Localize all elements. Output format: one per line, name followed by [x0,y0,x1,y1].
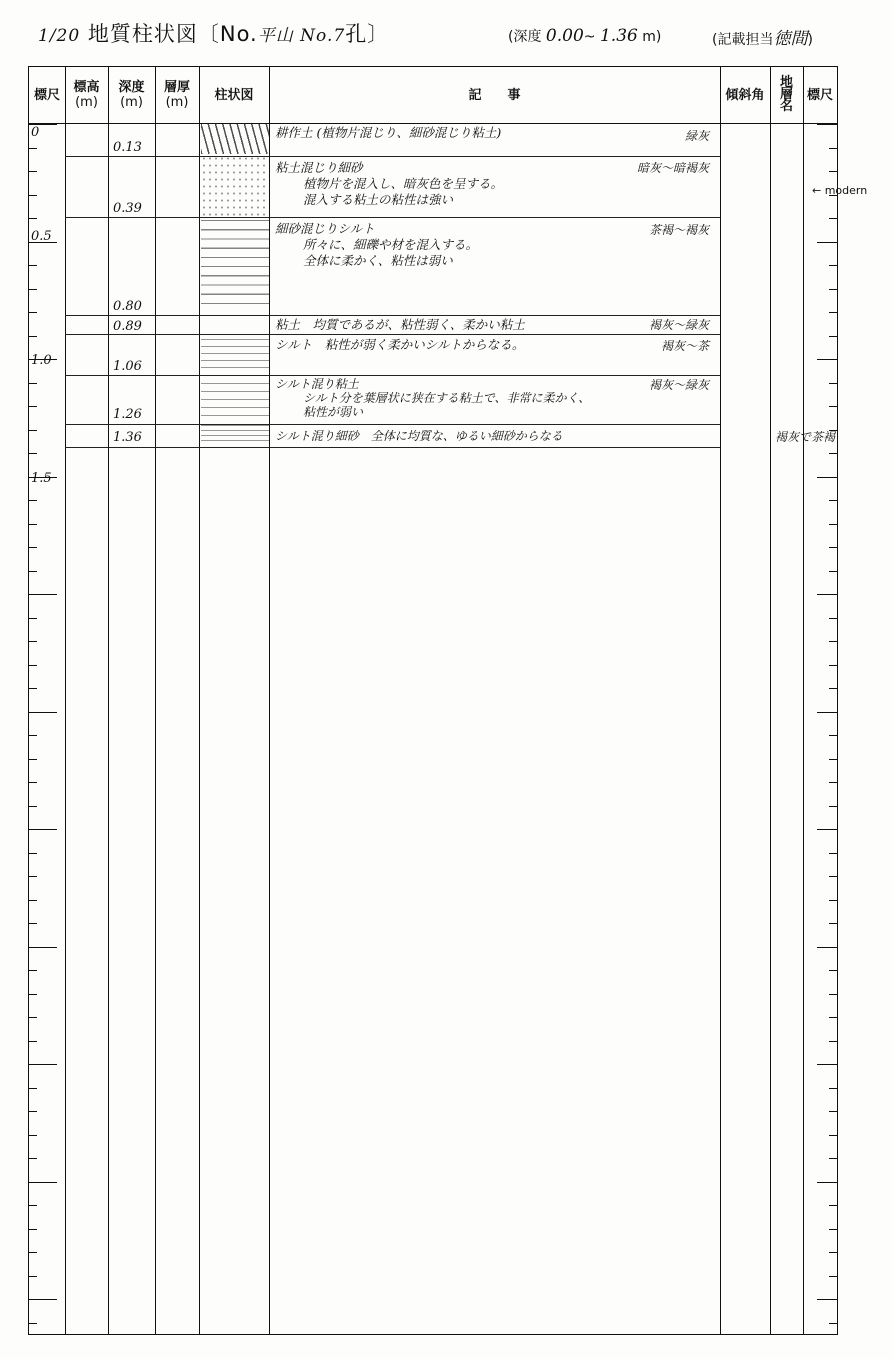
layer-depth: 1.36 [113,430,142,445]
scale-tick [29,688,37,689]
document-title [38,18,389,48]
scale-tick-right [829,782,837,783]
col-divider [770,67,771,1334]
scale-tick-right [829,1041,837,1042]
col-divider [269,67,270,1334]
scale-tick [29,1135,37,1136]
scale-tick-right [817,594,837,595]
scale-tick-right [817,477,837,478]
scale-tick [29,1299,57,1300]
modern-annotation: ← modern [812,184,868,197]
header-column: 柱状図 [214,87,254,103]
scale-tick-right [829,265,837,266]
scale-tick-right [829,688,837,689]
scale-tick [29,853,37,854]
scale-tick [29,1088,37,1089]
scale-tick [29,1064,57,1065]
header-scale: 標尺 [33,87,60,103]
scale-tick-right [829,195,837,196]
scale-label: 1.5 [31,471,52,486]
scale-tick-right [829,759,837,760]
scale-label: 0.5 [31,229,52,244]
scale-tick [29,712,57,713]
scale-tick-right [829,148,837,149]
scale-tick [29,994,37,995]
scale-tick [29,359,57,360]
scale-tick-right [829,312,837,313]
scale-tick-right [817,1064,837,1065]
scale-label: 0 [31,125,40,140]
scale-tick [29,265,37,266]
scale-tick [29,430,37,431]
scale-tick-right [829,218,837,219]
col-divider [108,67,109,1334]
scale-tick [29,876,37,877]
scale-tick-right [829,1229,837,1230]
depth-label: (深度 [508,29,542,45]
depth-range [508,26,661,46]
layer-depth: 0.39 [113,201,142,216]
scale-tick [29,618,37,619]
scale-tick [29,1017,37,1018]
col-divider [803,67,804,1334]
header-thickness: 層厚 (m) [163,80,190,110]
scale-tick [29,1276,37,1277]
scale-tick [29,242,57,243]
scale-tick-right [829,876,837,877]
layer-boundary [65,375,720,376]
scale-tick-right [829,453,837,454]
pattern-silty-sand [201,425,269,445]
scale-tick [29,641,37,642]
scale-ratio: 1/20 [38,26,81,46]
pattern-silty-clay [201,375,269,423]
scale-tick [29,947,57,948]
layer-description: シルト 粘性が弱く柔かいシルトからなる。 [275,337,525,352]
scale-tick [29,195,37,196]
scale-tick-right [829,1088,837,1089]
scale-tick [29,406,37,407]
scale-tick [29,665,37,666]
header-description: 記 事 [468,87,521,103]
header-formation: 地 層 名 [779,75,793,114]
layer-description: シルト混り粘土 シルト分を葉層状に狭在する粘土で、非常に柔かく、 粘性が弱い [275,377,591,419]
scale-tick [29,1041,37,1042]
scale-tick [29,759,37,760]
scale-tick-right [817,242,837,243]
scale-tick [29,1252,37,1253]
scale-tick-right [829,500,837,501]
col-divider [199,67,200,1334]
scale-tick [29,923,37,924]
scale-tick [29,383,37,384]
layer-description: 細砂混じりシルト 所々に、細礫や材を混入する。 全体に柔かく、粘性は弱い [275,221,479,268]
depth-sep: ~ [583,29,596,45]
layer-boundary [65,424,720,425]
layer-color: 褐灰で茶褐 [774,430,835,444]
scale-tick-right [829,1276,837,1277]
scale-tick-right [829,1323,837,1324]
scale-tick-right [829,1111,837,1112]
scale-tick [29,218,37,219]
layer-depth: 0.80 [113,299,142,314]
layer-color: 暗灰～暗褐灰 [636,161,709,175]
pattern-topsoil [201,124,269,154]
pattern-silt [201,334,269,374]
scale-tick [29,289,37,290]
scale-tick-right [817,124,837,125]
pattern-sandy-silt [201,217,269,312]
scale-tick [29,1111,37,1112]
col-divider [720,67,721,1334]
scale-tick [29,477,57,478]
col-divider [65,67,66,1334]
scale-tick [29,1323,37,1324]
scale-tick [29,1229,37,1230]
scale-tick-right [829,1205,837,1206]
recorder-close: ) [807,32,813,48]
scale-tick [29,594,57,595]
scale-tick-right [829,853,837,854]
scale-tick-right [829,900,837,901]
layer-color: 緑灰 [684,129,709,143]
header-scale-right: 標尺 [806,87,833,103]
layer-description: 粘土混じり細砂 植物片を混入し、暗灰色を呈する。 混入する粘土の粘性は強い [275,160,504,207]
pattern-sandy-clay [201,155,269,216]
scale-tick-right [829,1017,837,1018]
scale-tick-right [829,806,837,807]
col-divider [155,67,156,1334]
hole-suffix: 孔〕 [345,22,390,46]
scale-tick-right [817,947,837,948]
scale-tick-right [817,1182,837,1183]
scale-tick [29,1182,57,1183]
scale-tick-right [817,1299,837,1300]
scale-tick-right [829,1135,837,1136]
scale-tick [29,900,37,901]
layer-boundary [65,156,720,157]
scale-tick-right [829,336,837,337]
scale-tick [29,829,57,830]
scale-tick-right [829,171,837,172]
scale-tick [29,500,37,501]
recorder-name: 徳間 [773,29,808,49]
scale-tick [29,336,37,337]
layer-description: 粘土 均質であるが、粘性弱く、柔かい粘土 [275,317,525,332]
layer-depth: 1.06 [113,359,142,374]
layer-boundary [65,447,720,448]
layer-color: 褐灰～緑灰 [648,378,709,392]
layer-color: 褐灰～茶 [660,339,709,353]
layer-color: 茶褐～褐灰 [648,223,709,237]
scale-tick [29,312,37,313]
scale-tick [29,1158,37,1159]
scale-tick-right [829,641,837,642]
layer-depth: 0.13 [113,140,142,155]
scale-tick [29,782,37,783]
scale-tick [29,970,37,971]
depth-from: 0.00 [545,26,584,46]
scale-tick-right [829,547,837,548]
boring-log-table [28,66,838,1335]
scale-tick-right [829,923,837,924]
hole-name: 平山 No.7 [257,26,346,46]
scale-tick [29,171,37,172]
scale-tick [29,547,37,548]
scale-tick [29,1205,37,1206]
scale-tick [29,735,37,736]
scale-tick-right [829,406,837,407]
layer-boundary [65,217,720,218]
layer-depth: 1.26 [113,407,142,422]
recorder-label: (記載担当 [712,32,774,48]
scale-tick-right [829,289,837,290]
scale-tick-right [829,618,837,619]
scale-tick [29,124,57,125]
scale-tick-right [817,712,837,713]
depth-to: 1.36 [599,26,638,46]
scale-label: 1.0 [31,353,52,368]
header-row [29,67,837,124]
scale-tick [29,524,37,525]
recorder [712,24,813,49]
scale-tick-right [829,735,837,736]
scale-tick [29,571,37,572]
header-dip: 傾斜角 [725,87,765,103]
scale-tick [29,453,37,454]
scale-tick-right [829,571,837,572]
scale-tick-right [817,829,837,830]
layer-depth: 0.89 [113,319,142,334]
layer-boundary [65,334,720,335]
layer-color: 褐灰～緑灰 [648,318,709,332]
header-depth: 深度 (m) [118,80,145,110]
scale-tick [29,148,37,149]
layer-boundary [65,315,720,316]
scale-tick-right [829,1252,837,1253]
header-elevation: 標高 (m) [73,80,100,110]
layer-description: シルト混り細砂 全体に均質な、ゆるい細砂からなる [275,429,563,443]
scale-tick-right [829,524,837,525]
scale-tick-right [829,1158,837,1159]
scale-tick-right [829,994,837,995]
scale-tick-right [829,383,837,384]
title-text: 地質柱状図〔No. [87,22,258,46]
layer-description: 耕作土 (植物片混じり、細砂混じり粘土) [275,125,502,140]
scale-tick [29,806,37,807]
depth-unit: m) [642,29,662,45]
scale-tick-right [829,665,837,666]
scale-tick-right [829,970,837,971]
scale-tick-right [817,359,837,360]
